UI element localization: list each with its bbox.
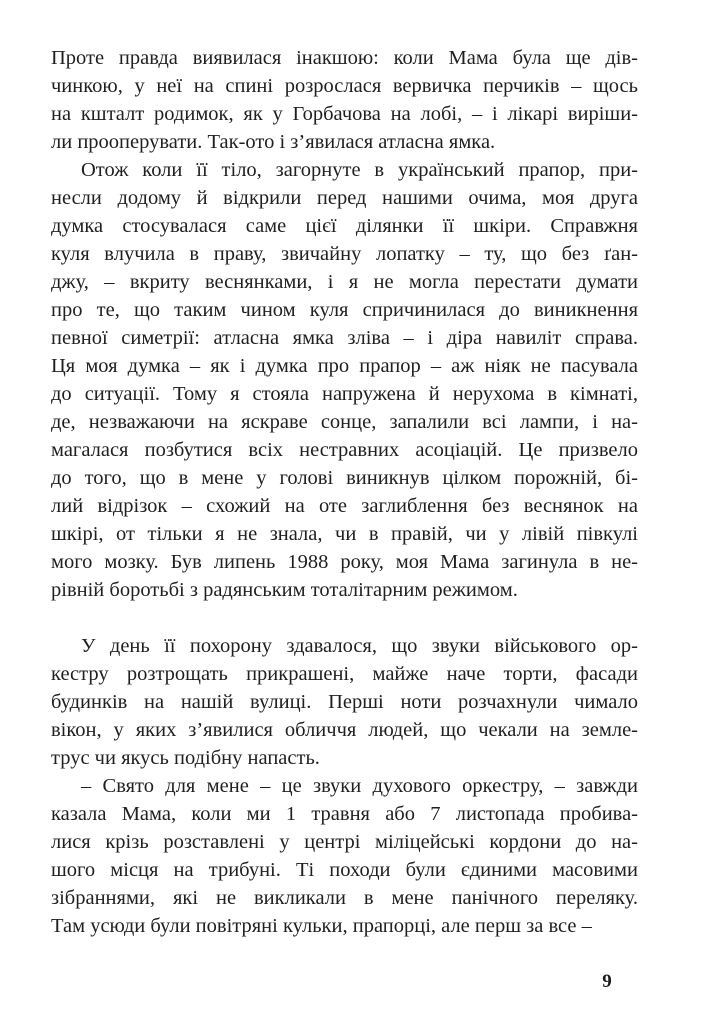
text-line: рівній боротьбі з радянським тоталітарним режимом. (51, 579, 518, 601)
paragraph (51, 44, 638, 156)
paragraph (51, 156, 638, 604)
text-line: чинкою, у неї на спині розрослася вервичка перчиків – щось (51, 75, 638, 97)
text-line: шого місця на трибуні. Ті походи були єдиними масовими (51, 859, 638, 881)
text-line: джу, – вкриту веснянками, і я не могла перестати думати (51, 271, 638, 293)
text-line: зібраннями, які не викликали в мене панічного переляку. (51, 887, 638, 909)
text-line: до ситуації. Тому я стояла напружена й нерухома в кімнаті, (51, 383, 638, 405)
text-line: несли додому й відкрили перед нашими очима, моя друга (51, 187, 638, 209)
text-line: мого мозку. Був липень 1988 року, моя Мама загинула в не- (51, 551, 638, 573)
text-line: казала Мама, коли ми 1 травня або 7 листопада пробива- (51, 803, 638, 825)
text-line: на кшталт родимок, як у Горбачова на лобі, – і лікарі виріши- (51, 103, 638, 125)
text-line: – Свято для мене – це звуки духового оркестру, – завжди (81, 775, 638, 797)
text-line: вікон, у яких з’явилися обличчя людей, що чекали на земле- (51, 719, 638, 741)
text-line: думка стосувалася саме цієї ділянки її шкіри. Справжня (51, 215, 638, 237)
text-line: Ця моя думка – як і думка про прапор – аж ніяк не пасувала (51, 355, 638, 377)
paragraph (51, 772, 638, 940)
text-line: Там усюди були повітряні кульки, прапорці, але перш за все – (51, 915, 592, 937)
text-line: до того, що в мене у голові виникнув цілком порожній, бі- (51, 467, 638, 489)
text-line: де, незважаючи на яскраве сонце, запалили всі лампи, і на- (51, 411, 638, 433)
paragraph (51, 632, 638, 772)
text-line: про те, що таким чином куля спричинилася до виникнення (51, 299, 638, 321)
text-line: куля влучила в праву, звичайну лопатку – ту, що без ґан- (51, 243, 638, 265)
text-line: ли прооперувати. Так-ото і з’явилася атласна ямка. (51, 131, 496, 153)
text-line: лий відрізок – схожий на оте заглиблення без веснянок на (51, 495, 638, 517)
text-line: кестру розтрощать прикрашені, майже наче торти, фасади (51, 663, 638, 685)
text-line: трус чи якусь подібну напасть. (51, 747, 320, 769)
text-line: будинків на нашій вулиці. Перші ноти розчахнули чимало (51, 691, 638, 713)
text-line: магалася позбутися всіх нестравних асоціацій. Це призвело (51, 439, 638, 461)
page-number: 9 (602, 971, 612, 992)
text-line: Отож коли її тіло, загорнуте в український прапор, при- (81, 159, 638, 181)
text-line: Проте правда виявилася інакшою: коли Мама була ще дів- (51, 47, 638, 69)
text-line: шкірі, от тільки я не знала, чи в правій, чи у лівій півкулі (51, 523, 638, 545)
text-line: У день її похорону здавалося, що звуки військового ор- (81, 635, 638, 657)
text-line: певної симетрії: атласна ямка зліва – і діра навиліт справа. (51, 327, 638, 349)
text-line: лися крізь розставлені у центрі міліцейські кордони до на- (51, 831, 638, 853)
text-block (51, 44, 638, 940)
